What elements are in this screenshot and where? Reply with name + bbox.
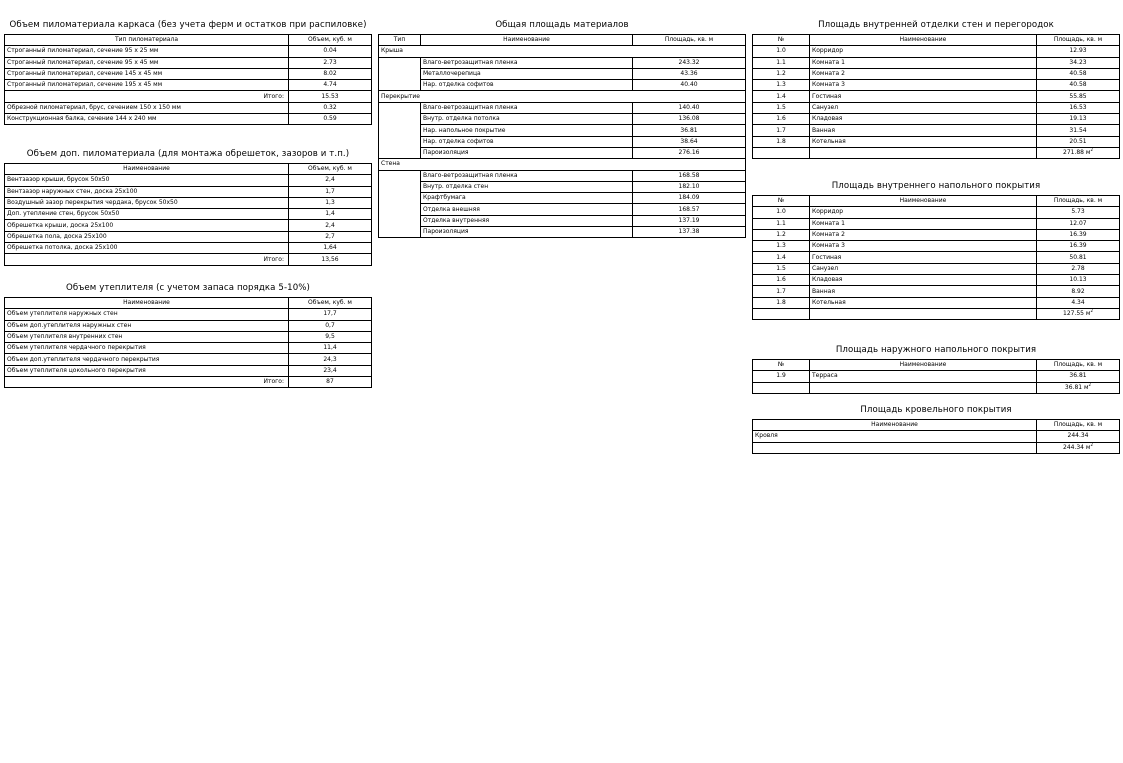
group-spacer xyxy=(379,102,421,158)
table-row xyxy=(5,220,372,231)
column-header: Объем, куб. м xyxy=(289,164,372,175)
table-row xyxy=(379,204,746,215)
row-name: Ванная xyxy=(810,286,1037,297)
table-row xyxy=(5,46,372,57)
materials-title: Общая площадь материалов xyxy=(495,20,629,30)
group-row xyxy=(379,91,746,102)
row-name: Нар. отделка софитов xyxy=(421,136,633,147)
total-row xyxy=(753,382,1120,393)
row-name: Корридор xyxy=(810,207,1037,218)
floor-inner-title: Площадь внутреннего напольного покрытия xyxy=(831,181,1041,191)
table-row xyxy=(379,102,746,113)
table-row xyxy=(753,218,1120,229)
column-header: Площадь, кв. м xyxy=(1037,35,1120,46)
total-row xyxy=(753,308,1120,319)
column-header: Наименование xyxy=(810,360,1037,371)
table-row xyxy=(753,80,1120,91)
row-name: Терраса xyxy=(810,371,1037,382)
row-value: 12.93 xyxy=(1037,46,1120,57)
row-value: 23,4 xyxy=(289,365,372,376)
row-number: 1.5 xyxy=(753,263,810,274)
table-row xyxy=(753,275,1120,286)
table-row xyxy=(5,354,372,365)
row-name: Объем утеплителя наружных стен xyxy=(5,309,289,320)
total-value: 244.34 $м^2$ xyxy=(1037,442,1120,453)
row-number: 1.9 xyxy=(753,371,810,382)
row-name: Объем утеплителя цокольного перекрытия xyxy=(5,365,289,376)
row-name: Санузел xyxy=(810,263,1037,274)
column-header: Объем, куб. м xyxy=(289,298,372,309)
row-name: Обрешетка потолка, доска 25х100 xyxy=(5,243,289,254)
row-name: Комната 3 xyxy=(810,80,1037,91)
row-name: Вентзазор крыши, брусок 50х50 xyxy=(5,175,289,186)
row-value: 16.39 xyxy=(1037,229,1120,240)
row-value: 17,7 xyxy=(289,309,372,320)
group-type: Перекрытие xyxy=(379,91,746,102)
row-name: Доп. утепление стен, брусок 50х50 xyxy=(5,209,289,220)
row-value: 40.58 xyxy=(1037,80,1120,91)
row-name: Пароизоляция xyxy=(421,227,633,238)
row-value: 9,5 xyxy=(289,331,372,342)
table-row xyxy=(5,57,372,68)
row-name: Комната 1 xyxy=(810,57,1037,68)
row-value: 5.73 xyxy=(1037,207,1120,218)
table-row xyxy=(379,170,746,181)
total-row xyxy=(753,147,1120,158)
table-row xyxy=(5,320,372,331)
table-row xyxy=(753,91,1120,102)
total-empty xyxy=(810,308,1037,319)
column-header: № xyxy=(753,360,810,371)
row-name: Объем утеплителя внутренних стен xyxy=(5,331,289,342)
table-row xyxy=(5,331,372,342)
total-empty xyxy=(810,147,1037,158)
row-number: 1.2 xyxy=(753,68,810,79)
table-header-row xyxy=(753,360,1120,371)
row-value: 0.04 xyxy=(289,46,372,57)
total-value: 87 xyxy=(289,377,372,388)
table-row xyxy=(379,125,746,136)
table-row xyxy=(5,197,372,208)
lumber-extra-table xyxy=(4,163,372,266)
row-value: 43.36 xyxy=(633,68,746,79)
table-row xyxy=(379,147,746,158)
subtotal-value: 15.53 xyxy=(289,91,372,102)
insulation-table xyxy=(4,297,372,388)
row-number: 1.4 xyxy=(753,91,810,102)
lumber-frame-table xyxy=(4,34,372,125)
row-value: 10.13 xyxy=(1037,275,1120,286)
insulation-title: Объем утеплителя (с учетом запаса порядка 5-10%) xyxy=(65,283,311,293)
roofing-title: Площадь кровельного покрытия xyxy=(860,405,1012,415)
table-row xyxy=(753,252,1120,263)
row-value: 168.58 xyxy=(633,170,746,181)
row-value: 2,4 xyxy=(289,175,372,186)
row-name: Конструкционная балка, сечение 144 х 240 мм xyxy=(5,114,289,125)
total-empty xyxy=(810,382,1037,393)
floor-outer-title: Площадь наружного напольного покрытия xyxy=(835,345,1037,355)
row-name: Отделка внутренняя xyxy=(421,215,633,226)
row-number: 1.6 xyxy=(753,114,810,125)
table-row xyxy=(753,286,1120,297)
wall-finish-title: Площадь внутренней отделки стен и перегородок xyxy=(818,20,1054,30)
table-row xyxy=(379,80,746,91)
floor-outer-table xyxy=(752,359,1120,394)
row-name: Строганный пиломатериал, сечение 145 х 45 мм xyxy=(5,68,289,79)
row-value: 1,3 xyxy=(289,197,372,208)
table-row xyxy=(753,68,1120,79)
row-number: 1.7 xyxy=(753,286,810,297)
total-row xyxy=(5,377,372,388)
table-row xyxy=(753,57,1120,68)
group-row xyxy=(379,159,746,170)
total-empty xyxy=(753,382,810,393)
group-row xyxy=(379,46,746,57)
table-row xyxy=(753,297,1120,308)
floor-inner-block xyxy=(752,181,1120,320)
row-number: 1.8 xyxy=(753,297,810,308)
row-name: Нар. напольное покрытие xyxy=(421,125,633,136)
row-name: Ванная xyxy=(810,125,1037,136)
row-name: Объем доп.утеплителя наружных стен xyxy=(5,320,289,331)
table-row xyxy=(379,227,746,238)
table-row xyxy=(753,371,1120,382)
table-header-row xyxy=(5,35,372,46)
row-name: Объем доп.утеплителя чердачного перекрытия xyxy=(5,354,289,365)
row-number: 1.4 xyxy=(753,252,810,263)
row-number: 1.7 xyxy=(753,125,810,136)
table-row xyxy=(379,114,746,125)
materials-block xyxy=(378,20,746,238)
table-row xyxy=(5,243,372,254)
row-value: 276.16 xyxy=(633,147,746,158)
row-number: 1.8 xyxy=(753,136,810,147)
table-header-row xyxy=(379,35,746,46)
row-value: 184.09 xyxy=(633,193,746,204)
total-row xyxy=(5,254,372,265)
row-name: Обрешетка пола, доска 25х100 xyxy=(5,231,289,242)
table-row xyxy=(379,181,746,192)
group-type: Стена xyxy=(379,159,746,170)
row-name: Кровля xyxy=(753,431,1037,442)
row-name: Объем утеплителя чердачного перекрытия xyxy=(5,343,289,354)
column-header: Площадь, кв. м xyxy=(633,35,746,46)
floor-inner-table xyxy=(752,195,1120,320)
row-number: 1.6 xyxy=(753,275,810,286)
total-value: 36.81 $м^2$ xyxy=(1037,382,1120,393)
row-name: Комната 2 xyxy=(810,229,1037,240)
row-value: 168.57 xyxy=(633,204,746,215)
lumber-extra-title: Объем доп. пиломатериала (для монтажа обрешеток, зазоров и т.п.) xyxy=(26,149,350,159)
subtotal-label: Итого: xyxy=(5,91,289,102)
total-empty xyxy=(753,442,1037,453)
row-name: Крафтбумага xyxy=(421,193,633,204)
row-value: 31.54 xyxy=(1037,125,1120,136)
table-header-row xyxy=(5,164,372,175)
row-name: Пароизоляция xyxy=(421,147,633,158)
row-value: 12.07 xyxy=(1037,218,1120,229)
group-spacer xyxy=(379,57,421,91)
row-value: 1,64 xyxy=(289,243,372,254)
row-name: Металлочерепица xyxy=(421,68,633,79)
column-header: Тип xyxy=(379,35,421,46)
total-empty xyxy=(753,147,810,158)
table-header-row xyxy=(753,420,1120,431)
total-empty xyxy=(753,308,810,319)
total-label: Итого: xyxy=(5,377,289,388)
table-row xyxy=(753,46,1120,57)
total-label: Итого: xyxy=(5,254,289,265)
row-name: Строганный пиломатериал, сечение 195 х 45 мм xyxy=(5,80,289,91)
row-value: 40.40 xyxy=(633,80,746,91)
row-number: 1.2 xyxy=(753,229,810,240)
row-value: 8.02 xyxy=(289,68,372,79)
total-value: 271.88 $м^2$ xyxy=(1037,147,1120,158)
row-name: Кладовая xyxy=(810,275,1037,286)
column-header: Наименование xyxy=(810,196,1037,207)
table-row xyxy=(5,343,372,354)
row-number: 1.0 xyxy=(753,46,810,57)
row-value: 0.59 xyxy=(289,114,372,125)
group-type: Крыша xyxy=(379,46,746,57)
table-row xyxy=(379,136,746,147)
table-row xyxy=(753,207,1120,218)
subtotal-row xyxy=(5,91,372,102)
table-row xyxy=(5,365,372,376)
row-value: 2,4 xyxy=(289,220,372,231)
row-name: Комната 1 xyxy=(810,218,1037,229)
row-name: Комната 3 xyxy=(810,241,1037,252)
table-header-row xyxy=(753,196,1120,207)
row-value: 2.78 xyxy=(1037,263,1120,274)
wall-finish-block xyxy=(752,20,1120,159)
table-row xyxy=(753,263,1120,274)
table-row xyxy=(5,175,372,186)
row-name: Нар. отделка софитов xyxy=(421,80,633,91)
materials-table xyxy=(378,34,746,238)
roofing-table xyxy=(752,419,1120,454)
row-value: 1,7 xyxy=(289,186,372,197)
total-row xyxy=(753,442,1120,453)
row-name: Гостиная xyxy=(810,91,1037,102)
table-row xyxy=(753,125,1120,136)
row-number: 1.1 xyxy=(753,218,810,229)
table-header-row xyxy=(5,298,372,309)
table-row xyxy=(379,215,746,226)
row-value: 0.32 xyxy=(289,102,372,113)
table-row xyxy=(753,229,1120,240)
row-name: Внутр. отделка стен xyxy=(421,181,633,192)
total-value: 127.55 $м^2$ xyxy=(1037,308,1120,319)
lumber-extra-block xyxy=(4,149,372,266)
row-value: 50.81 xyxy=(1037,252,1120,263)
row-number: 1.3 xyxy=(753,241,810,252)
row-name: Вентзазор наружных стен, доска 25х100 xyxy=(5,186,289,197)
column-header: Наименование xyxy=(753,420,1037,431)
row-value: 140.40 xyxy=(633,102,746,113)
roofing-block xyxy=(752,405,1120,454)
row-name: Строганный пиломатериал, сечение 95 х 25 мм xyxy=(5,46,289,57)
row-number: 1.5 xyxy=(753,102,810,113)
row-number: 1.1 xyxy=(753,57,810,68)
column-header: Наименование xyxy=(5,298,289,309)
column-header: № xyxy=(753,35,810,46)
column-header: Наименование xyxy=(421,35,633,46)
row-value: 55.85 xyxy=(1037,91,1120,102)
row-name: Влаго-ветрозащитная пленка xyxy=(421,57,633,68)
row-name: Гостиная xyxy=(810,252,1037,263)
table-row xyxy=(379,68,746,79)
table-row xyxy=(753,136,1120,147)
column-header: Площадь, кв. м xyxy=(1037,420,1120,431)
table-row xyxy=(5,309,372,320)
column-header: Наименование xyxy=(810,35,1037,46)
row-number: 1.0 xyxy=(753,207,810,218)
table-row xyxy=(5,68,372,79)
row-value: 0,7 xyxy=(289,320,372,331)
row-value: 20.51 xyxy=(1037,136,1120,147)
table-row xyxy=(379,193,746,204)
row-name: Кладовая xyxy=(810,114,1037,125)
row-value: 4.34 xyxy=(1037,297,1120,308)
column-header: Площадь, кв. м xyxy=(1037,196,1120,207)
table-row xyxy=(5,102,372,113)
row-name: Внутр. отделка потолка xyxy=(421,114,633,125)
column-header: № xyxy=(753,196,810,207)
table-header-row xyxy=(753,35,1120,46)
table-row xyxy=(5,114,372,125)
wall-finish-table xyxy=(752,34,1120,159)
table-row xyxy=(5,80,372,91)
column-header: Наименование xyxy=(5,164,289,175)
row-name: Комната 2 xyxy=(810,68,1037,79)
table-row xyxy=(753,114,1120,125)
row-value: 36.81 xyxy=(1037,371,1120,382)
row-value: 137.19 xyxy=(633,215,746,226)
row-value: 243.32 xyxy=(633,57,746,68)
row-value: 244.34 xyxy=(1037,431,1120,442)
row-value: 1,4 xyxy=(289,209,372,220)
row-value: 40.58 xyxy=(1037,68,1120,79)
table-row xyxy=(753,241,1120,252)
table-row xyxy=(5,209,372,220)
table-row xyxy=(379,57,746,68)
column-header: Площадь, кв. м xyxy=(1037,360,1120,371)
row-value: 16.53 xyxy=(1037,102,1120,113)
group-spacer xyxy=(379,170,421,238)
row-name: Санузел xyxy=(810,102,1037,113)
row-value: 24,3 xyxy=(289,354,372,365)
row-value: 16.39 xyxy=(1037,241,1120,252)
row-name: Воздушный зазор перекрытия чердака, брусок 50х50 xyxy=(5,197,289,208)
row-value: 137.38 xyxy=(633,227,746,238)
row-name: Влаго-ветрозащитная пленка xyxy=(421,102,633,113)
row-name: Влаго-ветрозащитная пленка xyxy=(421,170,633,181)
lumber-frame-title: Объем пиломатериала каркаса (без учета ферм и остатков при распиловке) xyxy=(9,20,367,30)
column-header: Объем, куб. м xyxy=(289,35,372,46)
lumber-frame-block xyxy=(4,20,372,125)
row-value: 8.92 xyxy=(1037,286,1120,297)
row-value: 4.74 xyxy=(289,80,372,91)
row-name: Отделка внешняя xyxy=(421,204,633,215)
row-name: Обрезной пиломатериал, брус, сечением 150 х 150 мм xyxy=(5,102,289,113)
table-row xyxy=(5,231,372,242)
insulation-block xyxy=(4,283,372,388)
table-row xyxy=(753,102,1120,113)
floor-outer-block xyxy=(752,345,1120,394)
row-name: Котельная xyxy=(810,136,1037,147)
row-name: Корридор xyxy=(810,46,1037,57)
table-row xyxy=(753,431,1120,442)
row-value: 36.81 xyxy=(633,125,746,136)
row-value: 34.23 xyxy=(1037,57,1120,68)
row-value: 2.73 xyxy=(289,57,372,68)
row-name: Котельная xyxy=(810,297,1037,308)
row-value: 136.08 xyxy=(633,114,746,125)
row-value: 2,7 xyxy=(289,231,372,242)
row-name: Строганный пиломатериал, сечение 95 х 45 мм xyxy=(5,57,289,68)
table-row xyxy=(5,186,372,197)
row-value: 182.10 xyxy=(633,181,746,192)
row-value: 38.64 xyxy=(633,136,746,147)
row-value: 11,4 xyxy=(289,343,372,354)
row-number: 1.3 xyxy=(753,80,810,91)
column-header: Тип пиломатериала xyxy=(5,35,289,46)
total-value: 13,56 xyxy=(289,254,372,265)
row-name: Обрешетка крыши, доска 25х100 xyxy=(5,220,289,231)
row-value: 19.13 xyxy=(1037,114,1120,125)
